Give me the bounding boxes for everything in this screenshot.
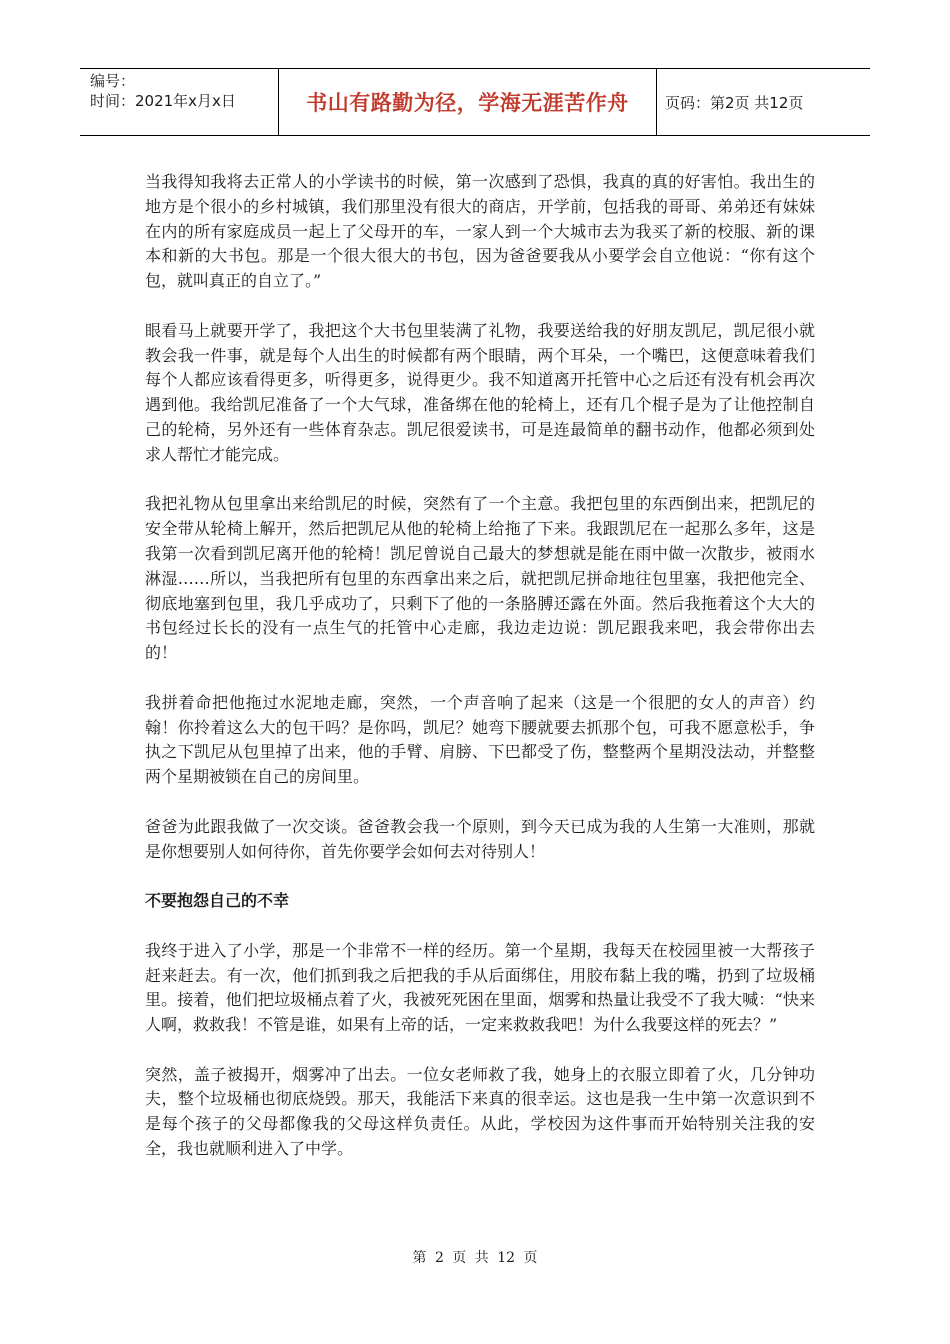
motto-text: 书山有路勤为径，学海无涯苦作舟 xyxy=(306,91,629,115)
page-info: 页码：第2页 共12页 xyxy=(665,93,804,112)
paragraph-6: 我终于进入了小学，那是一个非常不一样的经历。第一个星期，我每天在校园里被一大帮孩子赶来赶去。有一次，他们抓到我之后把我的手从后面绑住，用胶布黏上我的嘴，扔到了垃圾桶里。接着，他们把垃圾桶点着了火，我被死死困在里面，烟雾和热量让我受不了我大喊：“快来人啊，救救我！不管是谁，如果有上帝的话，一定来救救我吧！为什么我要这样的死去？” xyxy=(145,940,815,1035)
section-heading: 不要抱怨自己的不幸 xyxy=(145,891,290,911)
document-header xyxy=(80,68,870,136)
paragraph-5: 爸爸为此跟我做了一次交谈。爸爸教会我一个原则，到今天已成为我的人生第一大准则，那就是你想要别人如何待你，首先你要学会如何去对待别人！ xyxy=(145,816,815,861)
paragraph-7: 突然，盖子被揭开，烟雾冲了出去。一位女老师救了我，她身上的衣服立即着了火，几分钟功夫，整个垃圾桶也彻底烧毁。那天，我能活下来真的很幸运。这也是我一生中第一次意识到不是每个孩子的父母都像我的父母这样负责任。从此，学校因为这件事而开始特别关注我的安全，我也就顺利进入了中学。 xyxy=(145,1064,815,1159)
paragraph-4: 我拼着命把他拖过水泥地走廊，突然，一个声音响了起来（这是一个很肥的女人的声音）约翰！你拎着这么大的包干吗？是你吗，凯尼？她弯下腰就要去抓那个包，可我不愿意松手，争执之下凯尼从包里掉了出来，他的手臂、肩膀、下巴都受了伤，整整两个星期没法动，并整整两个星期被锁在自己的房间里。 xyxy=(145,692,815,787)
number-label: 编号： xyxy=(90,72,136,90)
document-body xyxy=(145,170,815,1187)
header-meta-cell xyxy=(80,69,279,135)
footer-page-number: 第 2 页 共 12 页 xyxy=(412,1250,538,1266)
paragraph-2: 眼看马上就要开学了，我把这个大书包里装满了礼物，我要送给我的好朋友凯尼，凯尼很小就教会我一件事，就是每个人出生的时候都有两个眼睛，两个耳朵，一个嘴巴，这便意味着我们每个人都应该看得更多，听得更多，说得更少。我不知道离开托管中心之后还有没有机会再次遇到他。我给凯尼准备了一个大气球，准备绑在他的轮椅上，还有几个棍子是为了让他控制自己的轮椅，另外还有一些体育杂志。凯尼很爱读书，可是连最简单的翻书动作，他都必须到处求人帮忙才能完成。 xyxy=(145,320,815,464)
time-label: 时间：2021年x月x日 xyxy=(90,92,236,110)
paragraph-3: 我把礼物从包里拿出来给凯尼的时候，突然有了一个主意。我把包里的东西倒出来，把凯尼的安全带从轮椅上解开，然后把凯尼从他的轮椅上给拖了下来。我跟凯尼在一起那么多年，这是我第一次看到凯尼离开他的轮椅！凯尼曾说自己最大的梦想就是能在雨中做一次散步，被雨水淋湿……所以，当我把所有包里的东西拿出来之后，就把凯尼拼命地往包里塞，我把他完全、彻底地塞到包里，我几乎成功了，只剩下了他的一条胳膊还露在外面。然后我拖着这个大大的书包经过长长的没有一点生气的托管中心走廊，我边走边说：凯尼跟我来吧，我会带你出去的！ xyxy=(145,494,815,663)
header-motto-cell xyxy=(279,69,657,135)
paragraph-1: 当我得知我将去正常人的小学读书的时候，第一次感到了恐惧，我真的真的好害怕。我出生的地方是个很小的乡村城镇，我们那里没有很大的商店，开学前，包括我的哥哥、弟弟还有妹妹在内的所有家庭成员一起上了父母开的车，一家人到一个大城市去为我买了新的校服、新的课本和新的大书包。那是一个很大很大的书包，因为爸爸要我从小要学会自立他说：“你有这个包，就叫真正的自立了。” xyxy=(145,172,815,291)
header-page-cell xyxy=(657,69,870,135)
page-footer xyxy=(0,1247,950,1267)
